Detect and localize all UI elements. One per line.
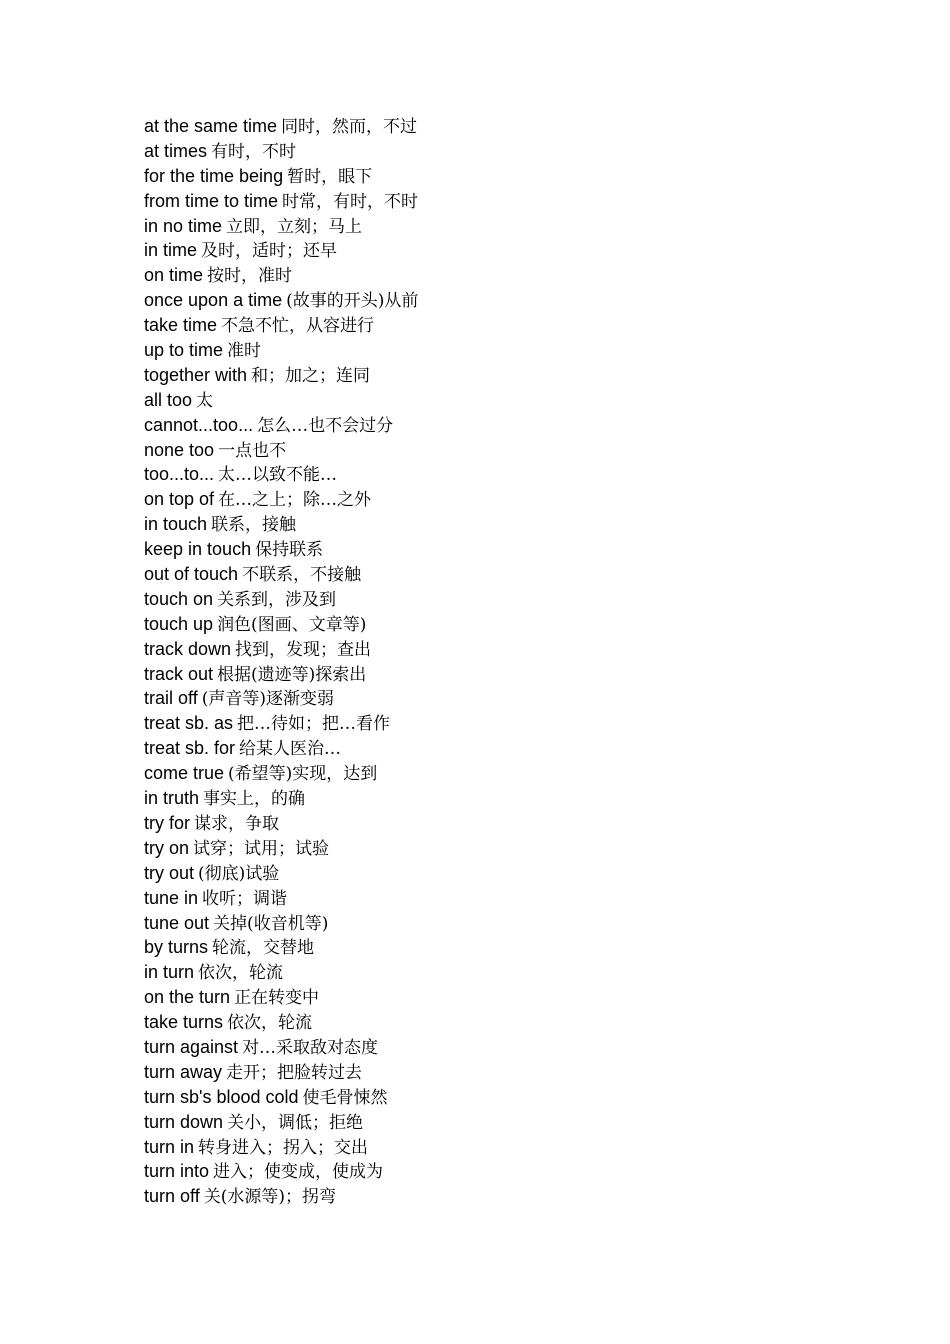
phrase-english: turn away	[144, 1061, 223, 1082]
phrase-chinese: 准时	[227, 341, 262, 362]
phrase-chinese: 太…以致不能…	[218, 465, 338, 486]
phrase-list	[144, 114, 418, 1209]
phrase-english: take time	[144, 315, 218, 336]
phrase-english: keep in touch	[144, 539, 252, 560]
phrase-english: for the time being	[144, 165, 284, 186]
phrase-chinese: 轮流，交替地	[212, 938, 315, 959]
phrase-english: turn sb's blood cold	[144, 1086, 299, 1107]
phrase-chinese: (希望等)实现，达到	[228, 764, 378, 785]
phrase-english: try out	[144, 862, 195, 883]
phrase-english: track out	[144, 663, 214, 684]
phrase-row	[144, 761, 418, 786]
phrase-row	[144, 462, 418, 487]
phrase-chinese: 找到，发现；查出	[235, 639, 372, 660]
phrase-row	[144, 736, 418, 761]
phrase-english: in truth	[144, 788, 200, 809]
phrase-row	[144, 238, 418, 263]
phrase-chinese: 不联系，不接触	[242, 565, 362, 586]
phrase-row	[144, 363, 418, 388]
phrase-english: once upon a time	[144, 290, 283, 311]
phrase-chinese: 试穿；试用；试验	[193, 838, 330, 859]
phrase-row	[144, 935, 418, 960]
phrase-english: treat sb. as	[144, 713, 234, 734]
phrase-row	[144, 686, 418, 711]
phrase-english: tune in	[144, 887, 199, 908]
phrase-english: turn into	[144, 1161, 210, 1182]
phrase-row	[144, 1184, 418, 1209]
phrase-row	[144, 861, 418, 886]
phrase-english: out of touch	[144, 564, 239, 585]
phrase-english: try on	[144, 837, 190, 858]
phrase-english: turn down	[144, 1111, 224, 1132]
phrase-row	[144, 562, 418, 587]
phrase-chinese: 按时，准时	[207, 266, 293, 287]
phrase-chinese: 保持联系	[255, 540, 324, 561]
phrase-english: up to time	[144, 340, 224, 361]
phrase-chinese: 谋求，争取	[194, 813, 280, 834]
phrase-chinese: 润色(图画、文章等)	[217, 614, 367, 635]
phrase-row	[144, 1010, 418, 1035]
phrase-chinese: 有时，不时	[211, 141, 297, 162]
phrase-english: turn in	[144, 1136, 195, 1157]
phrase-english: track down	[144, 638, 232, 659]
phrase-chinese: 走开；把脸转过去	[226, 1062, 363, 1083]
phrase-english: from time to time	[144, 190, 279, 211]
phrase-chinese: 时常，有时，不时	[282, 191, 419, 212]
phrase-row	[144, 189, 418, 214]
phrase-row	[144, 139, 418, 164]
phrase-row	[144, 911, 418, 936]
phrase-english: turn against	[144, 1036, 239, 1057]
phrase-row	[144, 214, 418, 239]
phrase-english: cannot...too...	[144, 414, 254, 435]
phrase-row	[144, 1159, 418, 1184]
phrase-chinese: 同时，然而，不过	[281, 117, 418, 137]
phrase-chinese: 对…采取敌对态度	[242, 1037, 379, 1058]
phrase-english: on time	[144, 265, 204, 286]
phrase-chinese: 把…待如；把…看作	[237, 714, 391, 735]
phrase-english: touch up	[144, 613, 214, 634]
phrase-english: none too	[144, 439, 215, 460]
phrase-row	[144, 288, 418, 313]
phrase-row	[144, 164, 418, 189]
phrase-english: in time	[144, 240, 198, 261]
phrase-chinese: (声音等)逐渐变弱	[201, 689, 334, 710]
phrase-row	[144, 1060, 418, 1085]
phrase-english: on top of	[144, 489, 215, 510]
phrase-row	[144, 786, 418, 811]
phrase-row	[144, 537, 418, 562]
phrase-row	[144, 512, 418, 537]
phrase-row	[144, 711, 418, 736]
phrase-chinese: 收听；调谐	[202, 888, 288, 909]
phrase-english: all too	[144, 389, 193, 410]
phrase-row	[144, 886, 418, 911]
phrase-chinese: 一点也不	[218, 440, 287, 461]
phrase-english: by turns	[144, 937, 209, 958]
phrase-row	[144, 114, 418, 139]
phrase-chinese: 联系，接触	[211, 515, 297, 536]
phrase-row	[144, 438, 418, 463]
phrase-english: together with	[144, 364, 248, 385]
phrase-row	[144, 1135, 418, 1160]
phrase-chinese: (彻底)试验	[198, 863, 280, 884]
phrase-english: try for	[144, 812, 191, 833]
phrase-english: at the same time	[144, 116, 278, 136]
phrase-english: in turn	[144, 962, 195, 983]
phrase-row	[144, 313, 418, 338]
phrase-row	[144, 388, 418, 413]
phrase-english: at times	[144, 140, 208, 161]
phrase-chinese: 关小，调低；拒绝	[227, 1112, 364, 1133]
phrase-english: touch on	[144, 588, 214, 609]
phrase-chinese: 不急不忙，从容进行	[221, 316, 375, 337]
phrase-english: take turns	[144, 1012, 224, 1033]
phrase-row	[144, 985, 418, 1010]
phrase-row	[144, 263, 418, 288]
phrase-row	[144, 662, 418, 687]
phrase-row	[144, 960, 418, 985]
phrase-chinese: 给某人医治…	[239, 739, 342, 760]
phrase-english: on the turn	[144, 987, 231, 1008]
phrase-chinese: 暂时，眼下	[287, 166, 373, 187]
phrase-chinese: 关系到，涉及到	[217, 589, 337, 610]
phrase-chinese: 转身进入；拐入；交出	[198, 1137, 369, 1158]
phrase-chinese: 依次，轮流	[198, 963, 284, 984]
phrase-row	[144, 1085, 418, 1110]
phrase-english: in no time	[144, 215, 223, 236]
phrase-chinese: 使毛骨悚然	[302, 1087, 388, 1108]
phrase-row	[144, 587, 418, 612]
phrase-english: trail off	[144, 688, 198, 709]
phrase-english: too...to...	[144, 464, 215, 485]
phrase-row	[144, 487, 418, 512]
phrase-english: in touch	[144, 514, 208, 535]
phrase-chinese: (故事的开头)从前	[286, 291, 419, 312]
phrase-chinese: 太	[196, 390, 214, 411]
phrase-chinese: 根据(遗迹等)探索出	[217, 664, 367, 685]
phrase-chinese: 及时，适时；还早	[201, 241, 338, 262]
phrase-chinese: 关(水源等)；拐弯	[203, 1187, 336, 1208]
phrase-row	[144, 338, 418, 363]
phrase-row	[144, 1110, 418, 1135]
phrase-chinese: 关掉(收音机等)	[213, 913, 329, 934]
phrase-english: treat sb. for	[144, 738, 236, 759]
phrase-chinese: 正在转变中	[234, 988, 320, 1009]
phrase-english: tune out	[144, 912, 210, 933]
phrase-row	[144, 612, 418, 637]
phrase-chinese: 在…之上；除…之外	[218, 490, 372, 511]
phrase-row	[144, 637, 418, 662]
phrase-chinese: 进入；使变成，使成为	[213, 1162, 384, 1183]
phrase-chinese: 立即，立刻；马上	[226, 216, 363, 237]
phrase-english: come true	[144, 763, 225, 784]
phrase-row	[144, 413, 418, 438]
phrase-chinese: 依次，轮流	[227, 1013, 313, 1034]
phrase-english: turn off	[144, 1186, 200, 1207]
phrase-row	[144, 1035, 418, 1060]
phrase-chinese: 和；加之；连同	[251, 365, 371, 386]
phrase-chinese: 怎么…也不会过分	[257, 415, 394, 436]
phrase-row	[144, 811, 418, 836]
phrase-row	[144, 836, 418, 861]
phrase-chinese: 事实上，的确	[203, 789, 306, 810]
